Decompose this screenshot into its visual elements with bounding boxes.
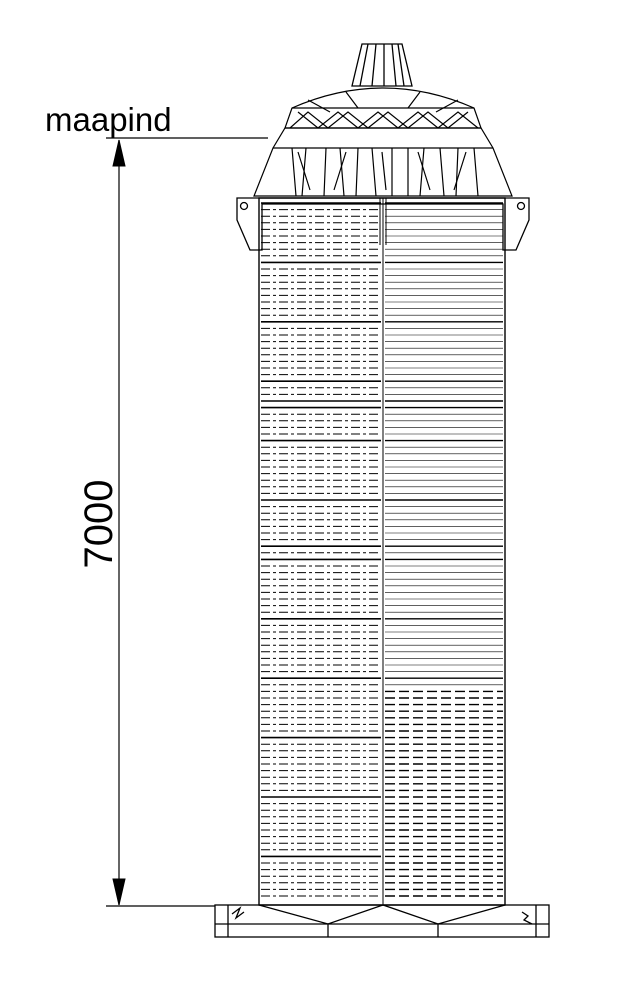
base-plate xyxy=(215,905,549,937)
ground-level-label: maapind xyxy=(45,101,172,138)
dome-skirt xyxy=(254,128,512,196)
dimension-value: 7000 xyxy=(77,479,121,569)
spout xyxy=(352,44,412,86)
tank-body xyxy=(259,198,505,905)
dome-cap xyxy=(285,88,481,128)
